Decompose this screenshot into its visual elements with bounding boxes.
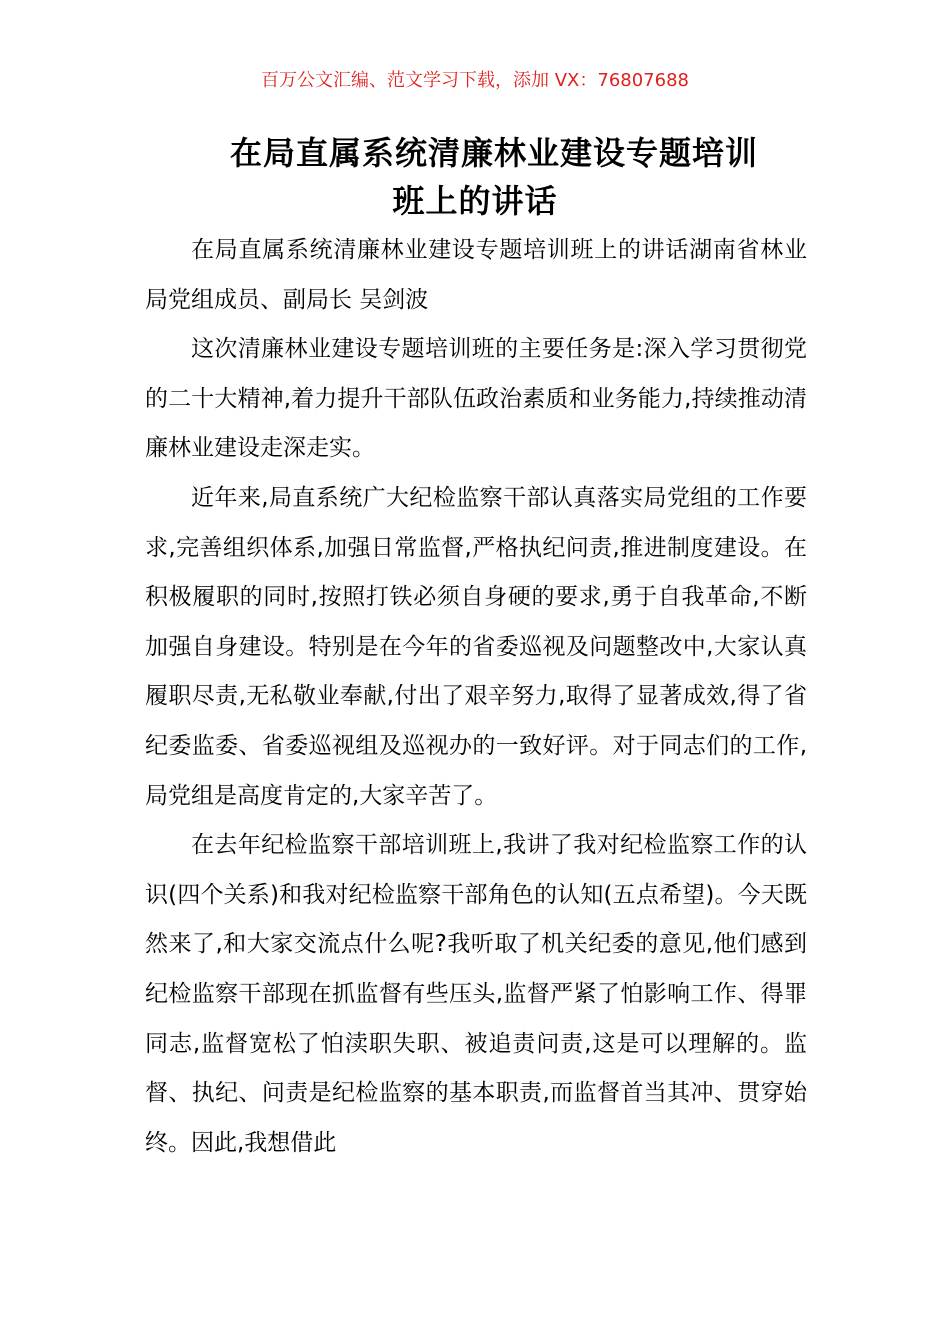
document-title-line-1: 在局直属系统清廉林业建设专题培训 (230, 134, 759, 172)
document-title-line-2: 班上的讲话 (392, 182, 558, 220)
paragraph-last-year: 在去年纪检监察干部培训班上,我讲了我对纪检监察工作的认识(四个关系)和我对纪检监察干部角色的认知(五点希望)。今天既然来了,和大家交流点什么呢?我听取了机关纪委的意见,他们感到纪检监察干部现在抓监督有些压头,监督严紧了怕影响工作、得罪同志,监督宽松了怕渎职失职、被追责问责,这是可以理解的。监督、执纪、问责是纪检监察的基本职责,而监督首当其冲、贯穿始终。因此,我想借此 (145, 832, 807, 1156)
paragraph-intro: 在局直属系统清廉林业建设专题培训班上的讲话湖南省林业局党组成员、副局长 吴剑波 (145, 237, 807, 313)
paragraph-recent-years: 近年来,局直系统广大纪检监察干部认真落实局党组的工作要求,完善组织体系,加强日常监督,严格执纪问责,推进制度建设。在积极履职的同时,按照打铁必须自身硬的要求,勇于自我革命,不断加强自身建设。特别是在今年的省委巡视及问题整改中,大家认真履职尽责,无私敬业奉献,付出了艰辛努力,取得了显著成效,得了省纪委监委、省委巡视组及巡视办的一致好评。对于同志们的工作,局党组是高度肯定的,大家辛苦了。 (145, 484, 807, 809)
document-body (145, 226, 807, 1168)
header-note: 百万公文汇编、范文学习下载，添加 VX：76807688 (261, 70, 689, 91)
paragraph-task: 这次清廉林业建设专题培训班的主要任务是:深入学习贯彻党的二十大精神,着力提升干部队伍政治素质和业务能力,持续推动清廉林业建设走深走实。 (145, 336, 807, 462)
